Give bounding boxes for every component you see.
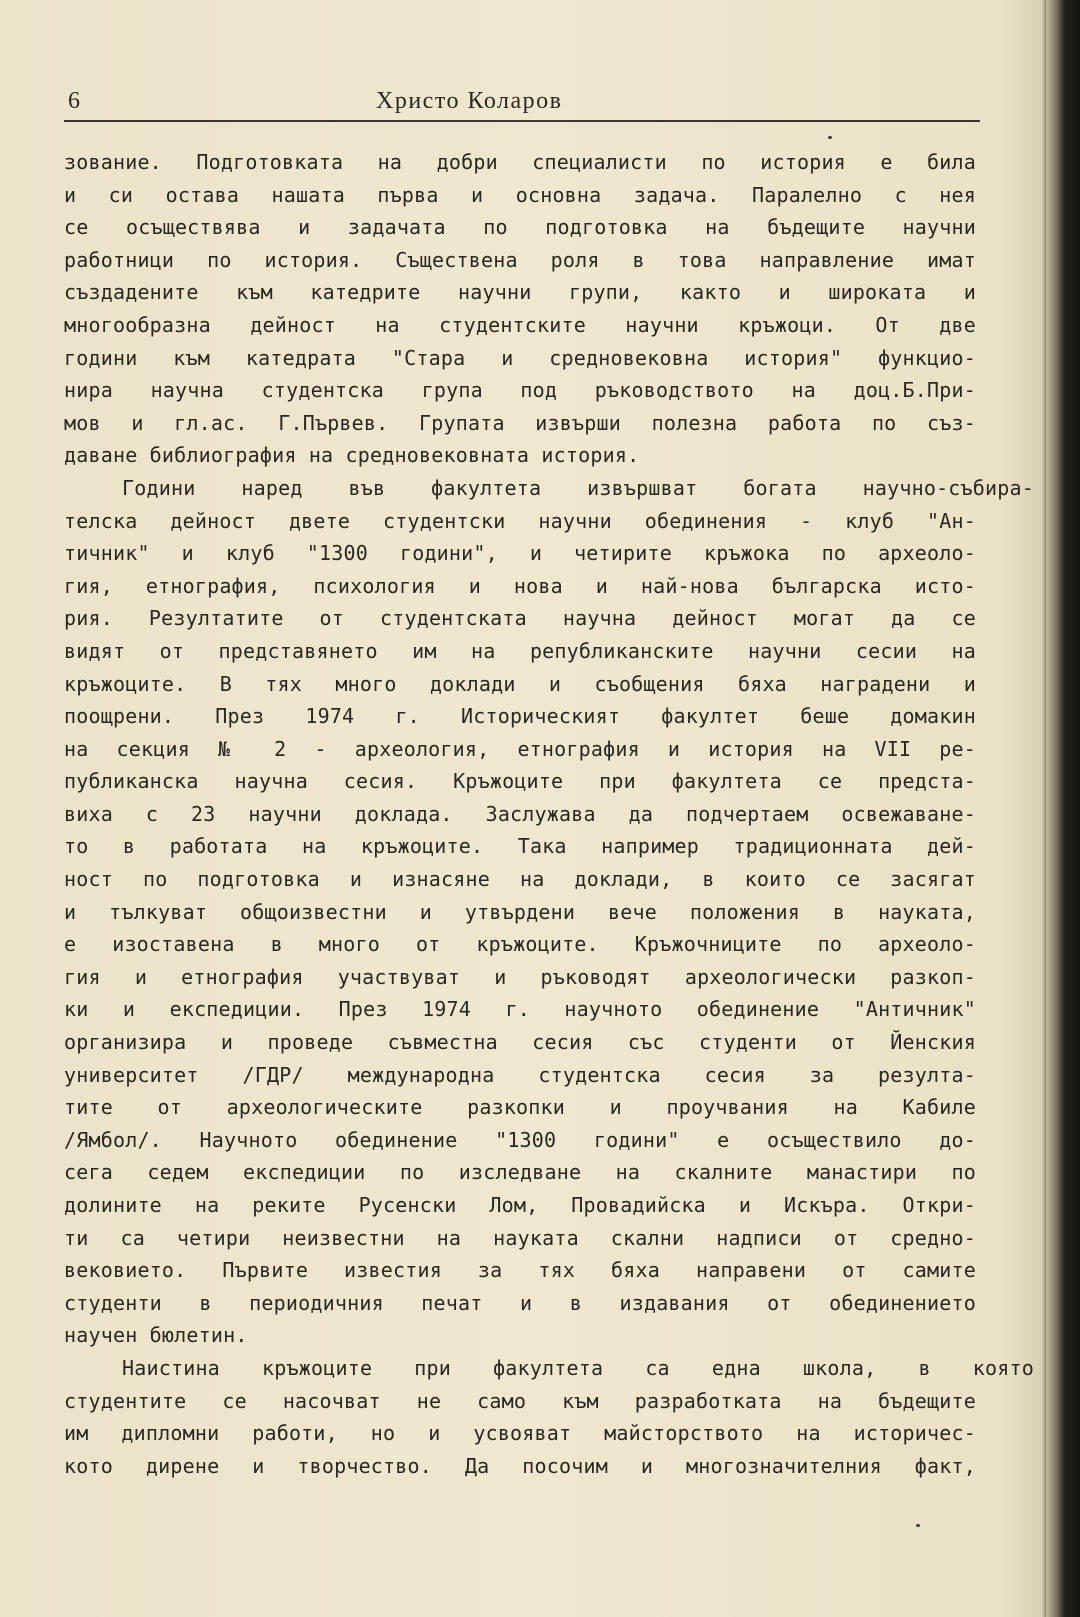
text-line: студентите се насочват не само към разработката на бъдещите — [64, 1388, 976, 1413]
text-line: Наистина кръжоците при факултета са една школа, в която — [122, 1355, 1034, 1380]
text-line: организира и проведе съвместна сесия със студенти от Йенския — [64, 1030, 976, 1055]
text-line: вековието. Първите известия за тях бяха направени от самите — [64, 1258, 976, 1283]
text-line: поощрени. През 1974 г. Историческият факултет беше домакин — [64, 704, 976, 729]
book-spine-shadow — [1046, 0, 1080, 1617]
text-line: тите от археологическите разкопки и проучвания на Кабиле — [64, 1095, 976, 1120]
running-header — [64, 86, 980, 122]
text-line: тичник" и клуб "1300 години", и четирите кръжока по археоло- — [64, 541, 976, 566]
text-line: и тълкуват общоизвестни и утвърдени вече положения в науката, — [64, 899, 976, 924]
print-speck — [916, 1524, 920, 1527]
page-number: 6 — [68, 88, 81, 114]
text-line: мов и гл.ас. Г.Първев. Групата извърши полезна работа по съз- — [64, 410, 976, 435]
text-line: нира научна студентска група под ръководството на доц.Б.При- — [64, 378, 976, 403]
text-line: гия и етнография участвуват и ръководят археологически разкоп- — [64, 964, 976, 989]
text-line: видят от представянето им на републиканските научни сесии на — [64, 638, 976, 663]
header-author-title: Христо Коларов — [376, 88, 563, 114]
paragraph-2 — [64, 472, 1034, 1352]
text-line: студенти в периодичния печат и в издавания от обединението — [64, 1290, 976, 1315]
text-line: виха с 23 научни доклада. Заслужава да подчертаем освежаване- — [64, 801, 976, 826]
text-line: телска дейност двете студентски научни обединения - клуб "Ан- — [64, 508, 976, 533]
text-line: то в работата на кръжоците. Така например традиционната дей- — [64, 834, 976, 859]
text-line: работници по история. Съществена роля в това направление имат — [64, 247, 976, 272]
text-line: и си остава нашата първа и основна задача. Паралелно с нея — [64, 182, 976, 207]
text-line: кото дирене и творчество. Да посочим и многозначителния факт, — [64, 1453, 976, 1478]
text-line: /Ямбол/. Научното обединение "1300 години" е осъществило до- — [64, 1127, 976, 1152]
text-line: на секция № 2 - археология, етнография и история на VII ре- — [64, 736, 976, 761]
text-line: е изоставена в много от кръжоците. Кръжочниците по археоло- — [64, 932, 976, 957]
text-line: ти са четири неизвестни на науката скални надписи от средно- — [64, 1225, 976, 1250]
text-line: рия. Резултатите от студентската научна дейност могат да се — [64, 606, 976, 631]
text-line: създадените към катедрите научни групи, както и широката и — [64, 280, 976, 305]
paragraph-3 — [64, 1352, 1034, 1482]
text-line: сега седем експедиции по изследване на скалните манастири по — [64, 1160, 976, 1185]
text-line: години към катедрата "Стара и средновековна история" функцио- — [64, 345, 976, 370]
text-line: гия, етнография, психология и нова и най-нова българска исто- — [64, 573, 976, 598]
text-line: многообразна дейност на студентските научни кръжоци. От две — [64, 312, 976, 337]
text-line: университет /ГДР/ международна студентска сесия за резулта- — [64, 1062, 976, 1087]
paragraph-1 — [64, 146, 1008, 472]
text-line: ност по подготовка и изнасяне на доклади, в които се засягат — [64, 867, 976, 892]
text-line: ки и експедиции. През 1974 г. научното обединение "Античник" — [64, 997, 976, 1022]
text-line: зование. Подготовката на добри специалисти по история е била — [64, 150, 976, 174]
text-line: им дипломни работи, но и усвояват майсторството на историчес- — [64, 1421, 976, 1446]
text-line: се осъществява и задачата по подготовка на бъдещите научни — [64, 215, 976, 240]
text-line: даване библиография на средновековната история. — [64, 443, 640, 468]
text-line: публиканска научна сесия. Кръжоците при факултета се предста- — [64, 769, 976, 794]
text-line: кръжоците. В тях много доклади и съобщения бяха наградени и — [64, 671, 976, 696]
text-line: долините на реките Русенски Лом, Провадийска и Искъра. Откри- — [64, 1193, 976, 1217]
text-line: научен бюлетин. — [64, 1323, 248, 1348]
text-line: Години наред във факултета извършват богата научно-събира- — [122, 475, 1034, 500]
print-speck — [828, 136, 832, 139]
body-text — [64, 146, 1034, 1482]
